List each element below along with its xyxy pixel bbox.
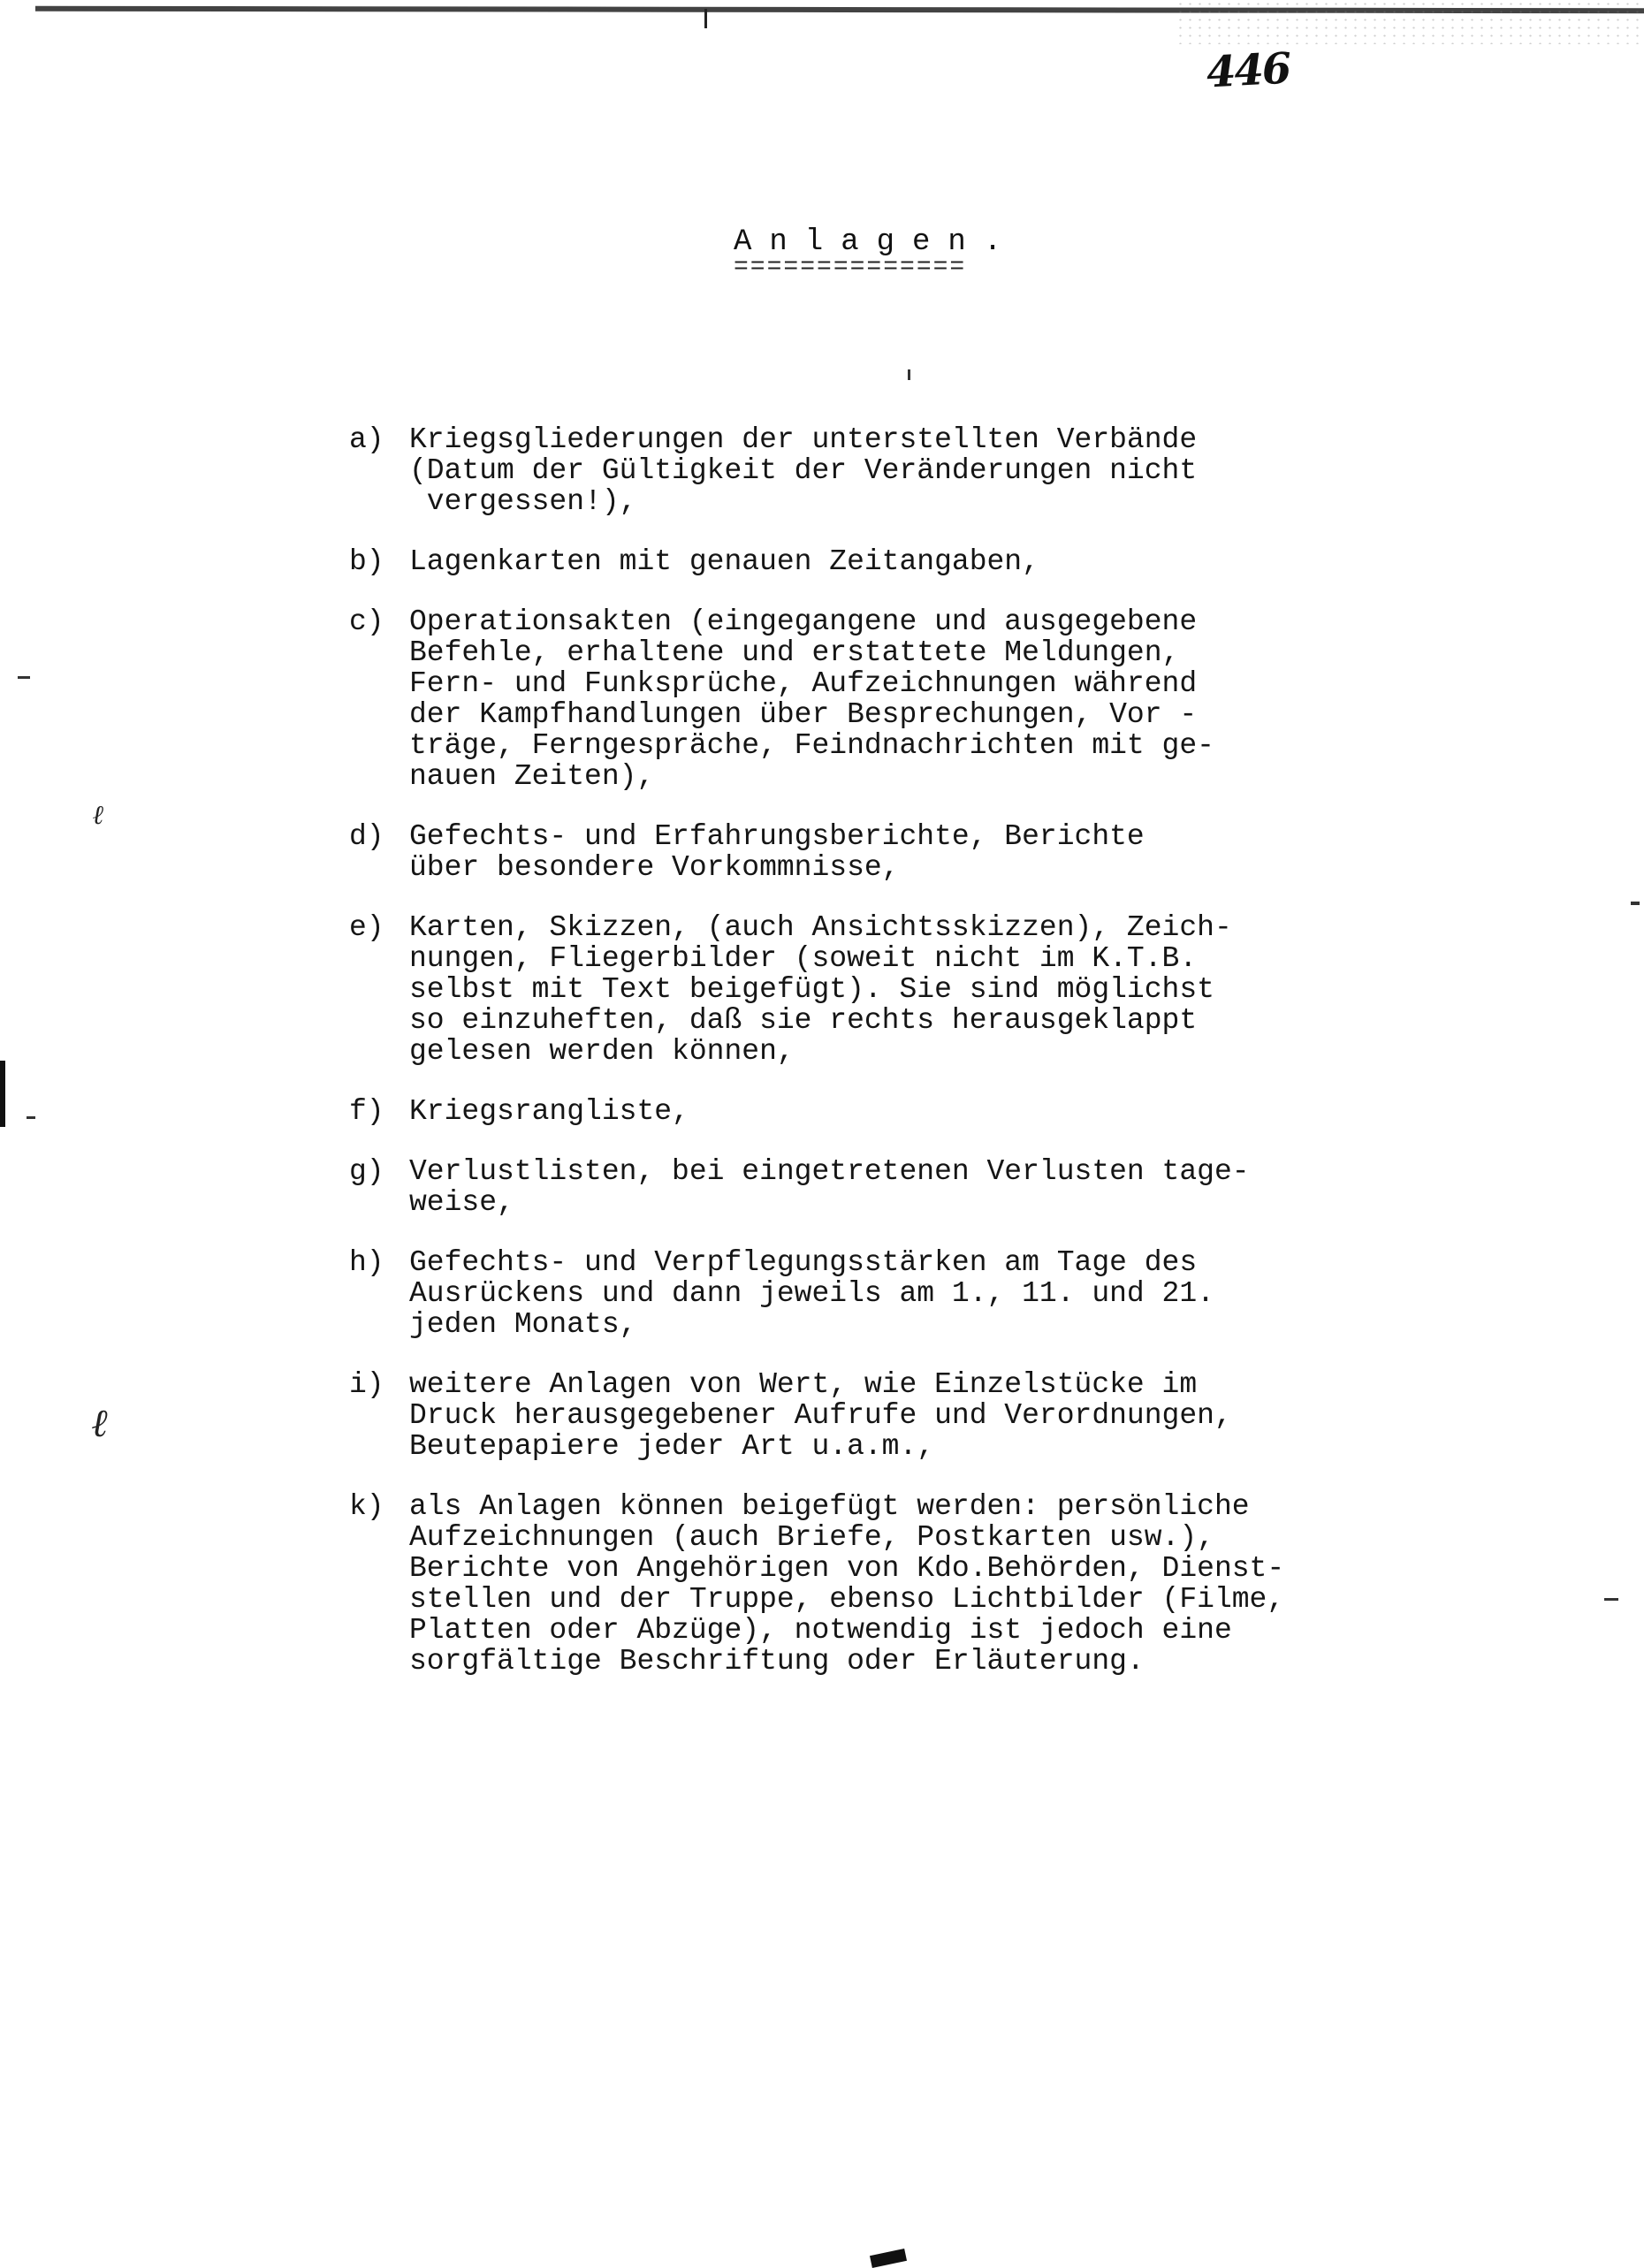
item-letter: d) [349, 820, 384, 853]
margin-mark-icon: ℓ [92, 1401, 109, 1446]
stray-mark [18, 676, 30, 679]
item-letter: b) [349, 545, 384, 578]
stray-mark [908, 369, 910, 380]
item-text [409, 546, 1410, 577]
list-item-g [349, 1156, 1410, 1218]
item-letter: a) [349, 423, 384, 456]
stray-mark [27, 1116, 35, 1119]
item-line: nungen, Fliegerbilder (soweit nicht im K.T.B. [409, 942, 1198, 975]
item-line: als Anlagen können beigefügt werden: persönliche [409, 1490, 1250, 1523]
item-line: Fern- und Funksprüche, Aufzeichnungen während [409, 667, 1198, 700]
list-item-d [349, 821, 1410, 883]
item-text [409, 1156, 1410, 1218]
title-block [734, 225, 1069, 281]
list-item-e [349, 912, 1410, 1067]
item-text [409, 424, 1410, 517]
item-letter: f) [349, 1095, 384, 1128]
item-line: Gefechts- und Verpflegungsstärken am Tage des [409, 1246, 1198, 1279]
item-line: Ausrückens und dann jeweils am 1., 11. und 21. [409, 1277, 1214, 1310]
scan-binding-edge [0, 1061, 5, 1127]
list-item-a [349, 424, 1410, 517]
list-item-f [349, 1096, 1410, 1127]
item-text [409, 1247, 1410, 1340]
item-text [409, 912, 1410, 1067]
scan-blot [870, 2249, 907, 2268]
item-text [409, 1369, 1410, 1462]
item-line: Lagenkarten mit genauen Zeitangaben, [409, 545, 1039, 578]
item-line: sorgfältige Beschriftung oder Erläuterung. [409, 1645, 1145, 1678]
item-line: Operationsakten (eingegangene und ausgegebene [409, 605, 1198, 638]
item-line: Berichte von Angehörigen von Kdo.Behörden, Dienst- [409, 1552, 1285, 1585]
item-letter: g) [349, 1155, 384, 1188]
item-line: gelesen werden können, [409, 1035, 795, 1068]
item-line: Verlustlisten, bei eingetretenen Verlusten tage- [409, 1155, 1250, 1188]
item-text [409, 821, 1410, 883]
item-line: Beutepapiere jeder Art u.a.m., [409, 1430, 935, 1463]
scan-noise [1176, 0, 1644, 44]
item-text [409, 606, 1410, 792]
item-letter: c) [349, 605, 384, 638]
item-line: weise, [409, 1186, 514, 1219]
item-line: Kriegsgliederungen der unterstellten Verbände [409, 423, 1198, 456]
item-line: Gefechts- und Erfahrungsberichte, Berichte [409, 820, 1145, 853]
item-line: nauen Zeiten), [409, 760, 655, 793]
item-line: (Datum der Gültigkeit der Veränderungen nicht [409, 454, 1198, 487]
item-line: stellen und der Truppe, ebenso Lichtbilder (Filme, [409, 1583, 1285, 1616]
item-line: jeden Monats, [409, 1308, 637, 1341]
item-line: Kriegsrangliste, [409, 1095, 689, 1128]
item-line: so einzuheften, daß sie rechts herausgeklappt [409, 1004, 1198, 1037]
list-item-i [349, 1369, 1410, 1462]
item-line: weitere Anlagen von Wert, wie Einzelstücke im [409, 1368, 1198, 1401]
scan-tick-mark [704, 9, 707, 28]
item-letter: e) [349, 911, 384, 944]
page-title: Anlagen. [734, 225, 1020, 259]
item-line: Aufzeichnungen (auch Briefe, Postkarten usw.), [409, 1521, 1214, 1554]
item-letter: k) [349, 1490, 384, 1523]
item-line: über besondere Vorkommnisse, [409, 851, 900, 884]
margin-mark-icon: ℓ [93, 800, 104, 831]
item-line: Platten oder Abzüge), notwendig ist jedoch eine [409, 1614, 1232, 1647]
item-letter: h) [349, 1246, 384, 1279]
list-item-b [349, 546, 1410, 577]
item-line: träge, Ferngespräche, Feindnachrichten mit ge- [409, 729, 1214, 762]
item-text [409, 1096, 1410, 1127]
title-underline: ============== [734, 254, 967, 281]
list-item-k [349, 1491, 1410, 1677]
item-line: Befehle, erhaltene und erstattete Meldungen, [409, 636, 1180, 669]
list-item-h [349, 1247, 1410, 1340]
list-item-c [349, 606, 1410, 792]
item-letter: i) [349, 1368, 384, 1401]
item-line: Karten, Skizzen, (auch Ansichtsskizzen), Zeich- [409, 911, 1232, 944]
item-line: vergessen!), [409, 485, 637, 518]
item-line: selbst mit Text beigefügt). Sie sind möglichst [409, 973, 1214, 1006]
stray-mark [1631, 902, 1640, 905]
page-number: 446 [1205, 43, 1291, 98]
stray-mark [1604, 1598, 1618, 1601]
item-text [409, 1491, 1410, 1677]
item-line: Druck herausgegebener Aufrufe und Verordnungen, [409, 1399, 1232, 1432]
item-line: der Kampfhandlungen über Besprechungen, Vor - [409, 698, 1198, 731]
attachment-list [349, 424, 1410, 1706]
